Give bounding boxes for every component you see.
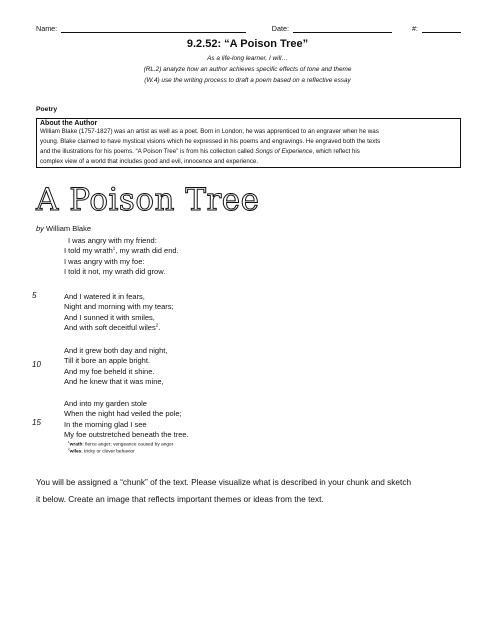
poem-line: My foe outstretched beneath the tree. — [64, 430, 189, 440]
instructions — [36, 474, 461, 508]
date-label: Date: — [271, 24, 289, 33]
stanza-1-rest — [64, 246, 179, 277]
name-label: Name: — [36, 24, 58, 33]
header-fields — [36, 24, 461, 33]
poem-line: And with soft deceitful wiles$^2$. — [64, 322, 161, 333]
about-line-4: complex view of a world that includes good and evil, innocence and experience. — [40, 158, 259, 165]
poem-line: And into my garden stole — [64, 399, 147, 408]
poem-byline — [36, 224, 91, 233]
poem-line: And I watered it in fears, — [64, 292, 145, 301]
footnotes — [68, 442, 173, 456]
standard-w4: (W.4) use the writing process to draft a poem based on a reflective essay — [144, 77, 351, 84]
stanza-2 — [64, 292, 174, 334]
poem-line: And I sunned it with smiles, — [64, 312, 155, 322]
stanza-3 — [64, 346, 167, 388]
about-heading: About the Author — [40, 120, 98, 127]
instructions-line-1: You will be assigned a “chunk” of the text. Please visualize what is described in your chunk and sketch — [36, 477, 412, 487]
poem-line: When the night had veiled the pole; — [64, 409, 182, 419]
number-blank[interactable] — [422, 24, 461, 33]
about-line-2: young. Blake claimed to have mystical visions which he expressed in his poems and engravings. He engraved both the texts — [40, 138, 381, 145]
stanza-1 — [68, 236, 157, 246]
poem-line: I told it not, my wrath did grow. — [64, 267, 166, 277]
about-line-1: William Blake (1757-1827) was an artist as well as a poet. Born in London, he was apprenticed to an engraver when he was — [40, 128, 379, 135]
byline-by: by — [36, 224, 44, 233]
section-label: Poetry — [36, 106, 58, 113]
page-title: 9.2.52: “A Poison Tree” — [186, 38, 309, 50]
about-author-box — [36, 118, 461, 168]
poem-title: A Poison Tree — [36, 182, 260, 218]
line-number: 5 — [32, 291, 37, 300]
stanza-4 — [64, 399, 189, 441]
poem-line: And my foe beheld it shine. — [64, 366, 155, 376]
instructions-line-2: it below. Create an image that reflects important themes or ideas from the text. — [36, 494, 324, 504]
number-label: #: — [412, 24, 419, 33]
footnote-2: $^2$wiles: tricky or clever behavior — [68, 447, 135, 455]
collection-title: Songs of Experience — [255, 148, 313, 155]
name-blank[interactable] — [61, 24, 246, 33]
poem-line: Night and morning with my tears; — [64, 302, 174, 312]
poem-line: I was angry with my friend: — [68, 236, 157, 245]
standard-rl2: (RL.2) analyze how an author achieves specific effects of tone and theme — [143, 66, 352, 73]
intro-lead: As a life-long learner, I will… — [207, 55, 288, 62]
poem-line: And he knew that it was mine, — [64, 377, 164, 387]
footnote-ref-2: 2 — [155, 322, 159, 328]
poem-line: Till it bore an apple bright. — [64, 356, 151, 366]
footnote-1: $^1$wrath: fierce anger; vengeance caused by anger — [68, 440, 174, 448]
line-number: 10 — [32, 360, 41, 369]
poem-author: William Blake — [46, 224, 92, 233]
poem-line: I was angry with my foe: — [64, 256, 145, 266]
poem-line: And it grew both day and night, — [64, 346, 168, 355]
about-line-3: and the illustrations for his poems. “A Poison Tree” is from his collection called Songs of Experience, which reflect his — [40, 148, 360, 155]
footnote-ref-1: 1 — [112, 245, 116, 251]
poem-line: I told my wrath$^1$, my wrath did end. — [64, 245, 179, 256]
poem-line: In the morning glad I see — [64, 419, 147, 429]
line-number: 15 — [32, 418, 41, 427]
date-blank[interactable] — [293, 24, 392, 33]
